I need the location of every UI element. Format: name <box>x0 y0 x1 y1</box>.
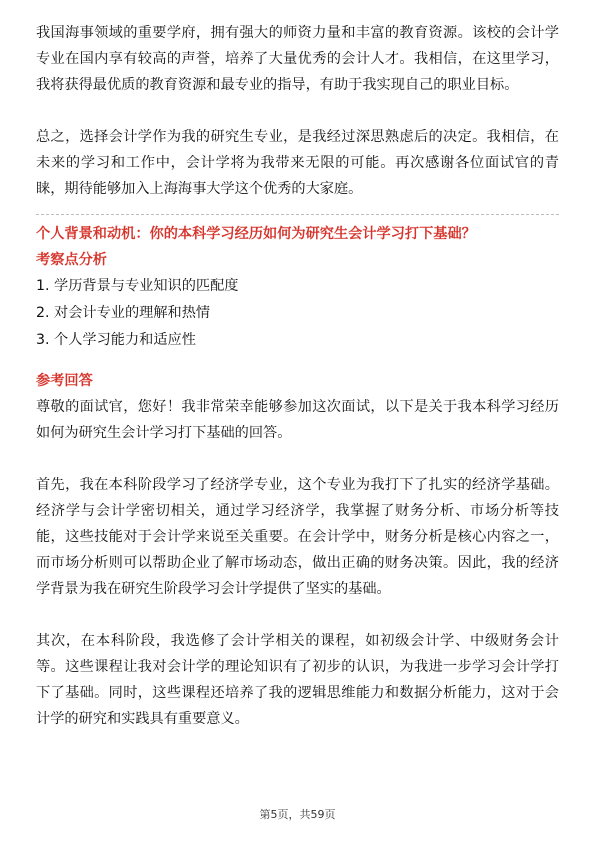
analysis-title: 考察点分析 <box>36 252 107 268</box>
intro-paragraph-1: 我国海事领域的重要学府，拥有强大的师资力量和丰富的教育资源。该校的会计学专业在国内享有较高的声誉，培养了大量优秀的会计人才。我相信，在这里学习，我将获得最优质的教育资源和最专业的指导，有助于我实现自己的职业目标。 <box>36 25 559 93</box>
answer-paragraph-3: 其次，在本科阶段，我选修了会计学相关的课程，如初级会计学、中级财务会计等。这些课程让我对会计学的理论知识有了初步的认识，为我进一步学习会计学打下了基础。同时，这些课程还培养了我的逻辑思维能力和数据分析能力，这对于会计学的研究和实践具有重要意义。 <box>36 633 559 727</box>
answer-paragraph-2: 首先，我在本科阶段学习了经济学专业，这个专业为我打下了扎实的经济学基础。经济学与会计学密切相关，通过学习经济学，我掌握了财务分析、市场分析等技能，这些技能对于会计学来说至关重要。在会计学中，财务分析是核心内容之一，而市场分析则可以帮助企业了解市场动态，做出正确的财务决策。因此，我的经济学背景为我在研究生阶段学习会计学提供了坚实的基础。 <box>36 477 559 597</box>
page-content <box>36 20 559 732</box>
page-number-footer: 第5页，共59页 <box>259 808 336 821</box>
answer-paragraph-1: 尊敬的面试官，您好！我非常荣幸能够参加这次面试，以下是关于我本科学习经历如何为研究生会计学习打下基础的回答。 <box>36 399 559 441</box>
analysis-item: 3. 个人学习能力和适应性 <box>36 332 196 348</box>
interview-question: 个人背景和动机：你的本科学习经历如何为研究生会计学习打下基础？ <box>36 226 476 242</box>
intro-paragraph-2: 总之，选择会计学作为我的研究生专业，是我经过深思熟虑后的决定。我相信，在未来的学习和工作中，会计学将为我带来无限的可能。再次感谢各位面试官的青睐，期待能够加入上海海事大学这个优秀的大家庭。 <box>36 129 559 197</box>
answer-title: 参考回答 <box>36 373 93 389</box>
analysis-item: 2. 对会计专业的理解和热情 <box>36 305 211 321</box>
analysis-item: 1. 学历背景与专业知识的匹配度 <box>36 278 239 294</box>
section-divider <box>36 214 559 215</box>
